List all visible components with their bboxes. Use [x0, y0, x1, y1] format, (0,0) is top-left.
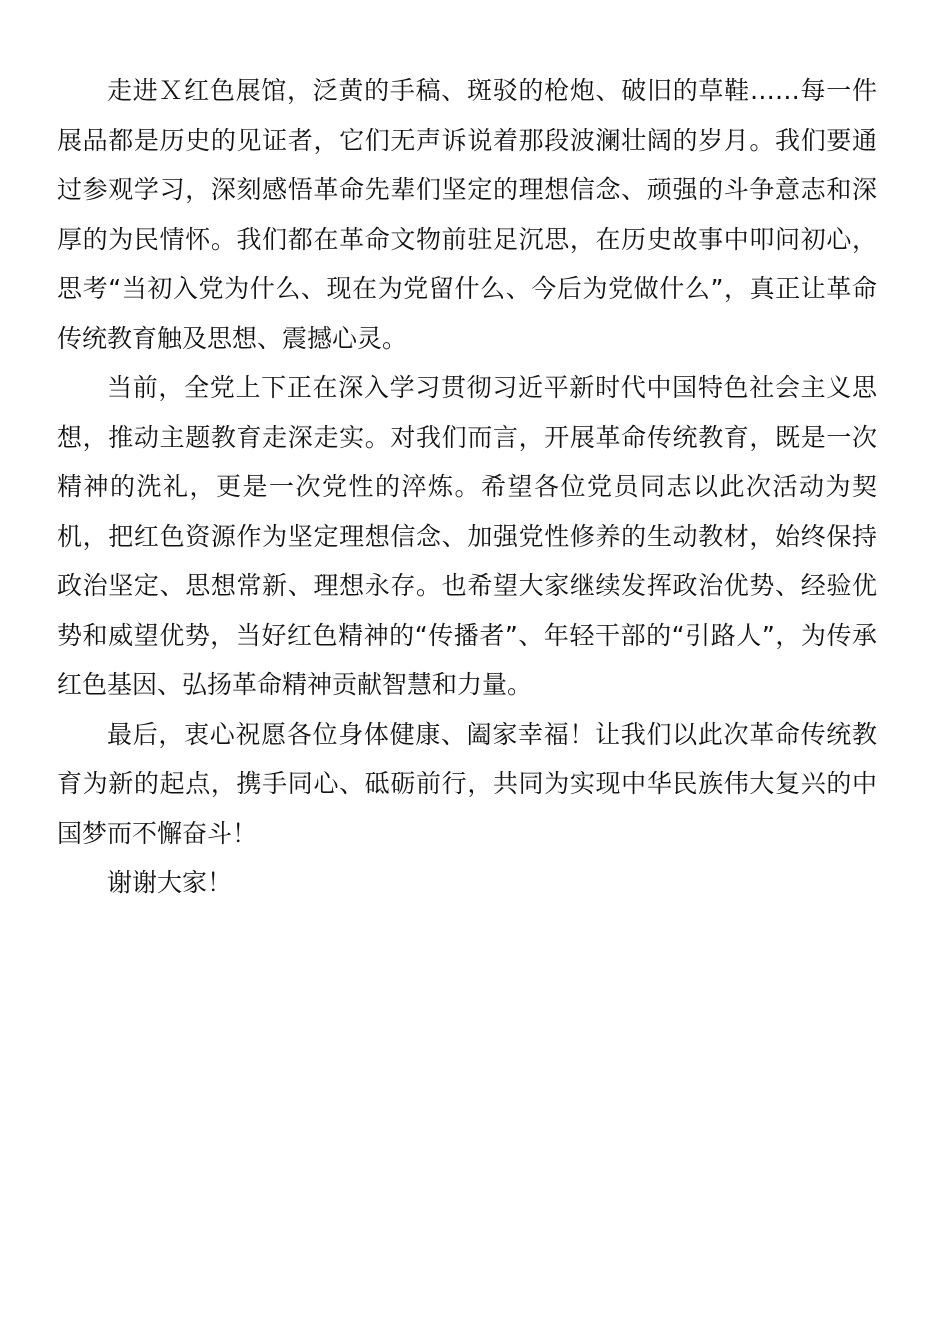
paragraph-exhibition-visit: 走进Ｘ红色展馆，泛黄的手稿、斑驳的枪炮、破旧的草鞋……每一件展品都是历史的见证者，它们无声诉说着那段波澜壮阔的岁月。我们要通过参观学习，深刻感悟革命先辈们坚定的理想信念、顽强的斗争意志和深厚的为民情怀。我们都在革命文物前驻足沉思，在历史故事中叩问初心，思考“当初入党为什么、现在为党留什么、今后为党做什么”，真正让革命传统教育触及思想、震撼心灵。 [57, 76, 877, 353]
paragraph-closing-wishes: 最后，衷心祝愿各位身体健康、阖家幸福！让我们以此次革命传统教育为新的起点，携手同心、砥砺前行，共同为实现中华民族伟大复兴的中国梦而不懈奋斗！ [57, 719, 877, 848]
paragraph-thanks: 谢谢大家！ [107, 868, 233, 897]
paragraph-current-study: 当前，全党上下正在深入学习贯彻习近平新时代中国特色社会主义思想，推动主题教育走深走实。对我们而言，开展革命传统教育，既是一次精神的洗礼，更是一次党性的淬炼。希望各位党员同志以此次活动为契机，把红色资源作为坚定理想信念、加强党性修养的生动教材，始终保持政治坚定、思想常新、理想永存。也希望大家继续发挥政治优势、经验优势和威望优势，当好红色精神的“传播者”、年轻干部的“引路人”，为传承红色基因、弘扬革命精神贡献智慧和力量。 [57, 373, 877, 699]
document-body [57, 66, 877, 908]
